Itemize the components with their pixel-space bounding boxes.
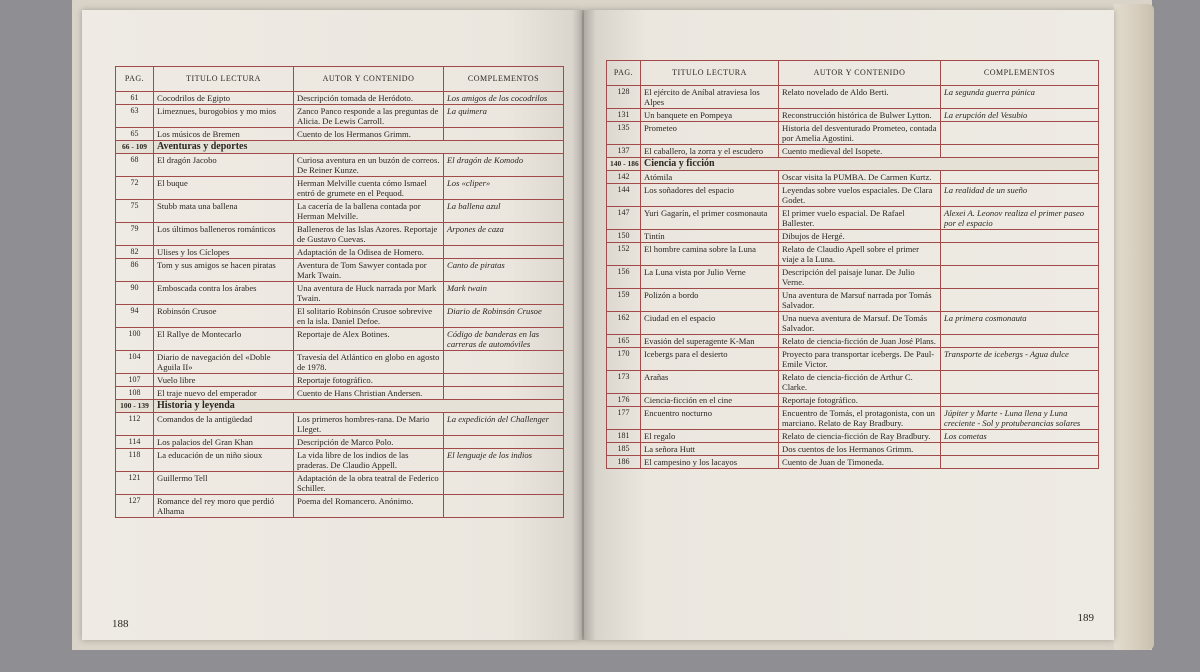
author-cell: Una nueva aventura de Marsuf. De Tomás Salvador. [779, 312, 941, 335]
title-cell: Emboscada contra los árabes [154, 282, 294, 305]
page-cell: 114 [116, 436, 154, 449]
title-cell: Comandos de la antigüedad [154, 413, 294, 436]
author-cell: Reportaje de Alex Botines. [294, 328, 444, 351]
complement-cell: Los cometas [941, 430, 1099, 443]
table-row [116, 246, 564, 259]
page-cell: 131 [607, 109, 641, 122]
title-cell: Evasión del superagente K-Man [641, 335, 779, 348]
book-spine [572, 10, 596, 640]
table-row [116, 374, 564, 387]
author-cell: Los primeros hombres-rana. De Mario Lleget. [294, 413, 444, 436]
complement-cell [444, 436, 564, 449]
title-cell: Limeznues, burogobios y mo mios [154, 105, 294, 128]
page-cell: 137 [607, 145, 641, 158]
author-cell: Cuento medieval del Isopete. [779, 145, 941, 158]
page-cell: 173 [607, 371, 641, 394]
author-cell: Herman Melville cuenta cómo Ismael entró de grumete en el Pequod. [294, 177, 444, 200]
table-row [116, 105, 564, 128]
left-page [82, 10, 582, 640]
complement-cell: La primera cosmonauta [941, 312, 1099, 335]
title-cell: Ciencia-ficción en el cine [641, 394, 779, 407]
title-cell: El ejército de Aníbal atraviesa los Alpes [641, 86, 779, 109]
table-row [116, 436, 564, 449]
header-titulo: TITULO LECTURA [641, 61, 779, 86]
page-cell: 159 [607, 289, 641, 312]
complement-cell [444, 374, 564, 387]
author-cell: Relato de ciencia-ficción de Juan José Plans. [779, 335, 941, 348]
page-cell: 104 [116, 351, 154, 374]
title-cell: Tom y sus amigos se hacen piratas [154, 259, 294, 282]
table-row [116, 449, 564, 472]
table-row [607, 122, 1099, 145]
author-cell: Balleneros de las Islas Azores. Reportaje de Gustavo Cuevas. [294, 223, 444, 246]
section-title: Historia y leyenda [154, 400, 564, 413]
page-cell: 162 [607, 312, 641, 335]
complement-cell: La segunda guerra púnica [941, 86, 1099, 109]
title-cell: Cocodrilos de Egipto [154, 92, 294, 105]
section-range: 66 - 109 [116, 141, 154, 154]
table-row [116, 128, 564, 141]
title-cell: El buque [154, 177, 294, 200]
complement-cell: Alexei A. Leonov realiza el primer paseo por el espacio [941, 207, 1099, 230]
table-row [607, 171, 1099, 184]
author-cell: Travesía del Atlántico en globo en agosto de 1978. [294, 351, 444, 374]
table-row [607, 430, 1099, 443]
title-cell: Diario de navegación del «Doble Aguila II» [154, 351, 294, 374]
author-cell: Relato de ciencia-ficción de Arthur C. Clarke. [779, 371, 941, 394]
author-cell: Reportaje fotográfico. [779, 394, 941, 407]
complement-cell: Los amigos de los cocodrilos [444, 92, 564, 105]
complement-cell [444, 495, 564, 518]
page-edges [1114, 4, 1154, 650]
section-row [116, 141, 564, 154]
page-cell: 176 [607, 394, 641, 407]
page-cell: 156 [607, 266, 641, 289]
author-cell: Proyecto para transportar icebergs. De Paul-Emile Victor. [779, 348, 941, 371]
header-titulo: TITULO LECTURA [154, 67, 294, 92]
page-number-left: 188 [112, 618, 129, 630]
complement-cell [941, 266, 1099, 289]
complement-cell: El lenguaje de los indios [444, 449, 564, 472]
complement-cell: Júpiter y Marte - Luna llena y Luna creciente - Sol y protuberancias solares [941, 407, 1099, 430]
page-cell: 90 [116, 282, 154, 305]
title-cell: El hombre camina sobre la Luna [641, 243, 779, 266]
author-cell: Descripción del paisaje lunar. De Julio Verne. [779, 266, 941, 289]
table-row [607, 407, 1099, 430]
table-row [116, 495, 564, 518]
page-cell: 165 [607, 335, 641, 348]
page-cell: 75 [116, 200, 154, 223]
table-row [607, 145, 1099, 158]
page-cell: 65 [116, 128, 154, 141]
complement-cell: Mark twain [444, 282, 564, 305]
author-cell: Descripción tomada de Heródoto. [294, 92, 444, 105]
complement-cell: La expedición del Challenger [444, 413, 564, 436]
author-cell: La cacería de la ballena contada por Herman Melville. [294, 200, 444, 223]
right-index-table [606, 60, 1099, 469]
page-cell: 152 [607, 243, 641, 266]
right-page [584, 10, 1114, 640]
author-cell: Cuento de Hans Christian Andersen. [294, 387, 444, 400]
header-pag: PAG. [607, 61, 641, 86]
complement-cell [941, 289, 1099, 312]
author-cell: Leyendas sobre vuelos espaciales. De Clara Godet. [779, 184, 941, 207]
table-row [116, 177, 564, 200]
table-row [116, 413, 564, 436]
table-row [116, 154, 564, 177]
complement-cell [444, 351, 564, 374]
page-cell: 170 [607, 348, 641, 371]
title-cell: Polizón a bordo [641, 289, 779, 312]
complement-cell [941, 335, 1099, 348]
title-cell: El regalo [641, 430, 779, 443]
author-cell: Reportaje fotográfico. [294, 374, 444, 387]
complement-cell: Transporte de icebergs - Agua dulce [941, 348, 1099, 371]
page-cell: 150 [607, 230, 641, 243]
open-book [72, 0, 1152, 650]
author-cell: Una aventura de Marsuf narrada por Tomás Salvador. [779, 289, 941, 312]
table-row [607, 109, 1099, 122]
complement-cell [941, 243, 1099, 266]
page-cell: 94 [116, 305, 154, 328]
header-complementos: COMPLEMENTOS [444, 67, 564, 92]
table-row [607, 230, 1099, 243]
complement-cell [941, 122, 1099, 145]
title-cell: Los músicos de Bremen [154, 128, 294, 141]
title-cell: Atómila [641, 171, 779, 184]
section-title: Aventuras y deportes [154, 141, 564, 154]
author-cell: La vida libre de los indios de las praderas. De Claudio Appell. [294, 449, 444, 472]
table-row [116, 328, 564, 351]
title-cell: Tintín [641, 230, 779, 243]
table-row [607, 456, 1099, 469]
complement-cell [444, 246, 564, 259]
page-cell: 118 [116, 449, 154, 472]
author-cell: Dos cuentos de los Hermanos Grimm. [779, 443, 941, 456]
title-cell: El caballero, la zorra y el escudero [641, 145, 779, 158]
table-row [116, 223, 564, 246]
section-range: 100 - 139 [116, 400, 154, 413]
title-cell: Yuri Gagarín, el primer cosmonauta [641, 207, 779, 230]
author-cell: Poema del Romancero. Anónimo. [294, 495, 444, 518]
complement-cell: La ballena azul [444, 200, 564, 223]
table-row [607, 289, 1099, 312]
section-row [116, 400, 564, 413]
author-cell: Cuento de Juan de Timoneda. [779, 456, 941, 469]
complement-cell: Canto de piratas [444, 259, 564, 282]
page-cell: 63 [116, 105, 154, 128]
author-cell: Adaptación de la Odisea de Homero. [294, 246, 444, 259]
header-autor: AUTOR Y CONTENIDO [779, 61, 941, 86]
table-row [116, 259, 564, 282]
table-row [607, 266, 1099, 289]
section-row [607, 158, 1099, 171]
page-cell: 121 [116, 472, 154, 495]
table-header [607, 61, 1099, 86]
complement-cell [941, 456, 1099, 469]
page-cell: 61 [116, 92, 154, 105]
page-cell: 100 [116, 328, 154, 351]
page-number-right: 189 [1077, 612, 1094, 624]
author-cell: Curiosa aventura en un buzón de correos. De Reiner Kunze. [294, 154, 444, 177]
header-complementos: COMPLEMENTOS [941, 61, 1099, 86]
table-row [607, 394, 1099, 407]
section-title: Ciencia y ficción [641, 158, 1099, 171]
author-cell: Adaptación de la obra teatral de Federico Schiller. [294, 472, 444, 495]
title-cell: Arañas [641, 371, 779, 394]
author-cell: Historia del desventurado Prometeo, contada por Amelia Agostini. [779, 122, 941, 145]
page-cell: 144 [607, 184, 641, 207]
page-cell: 127 [116, 495, 154, 518]
complement-cell [941, 145, 1099, 158]
title-cell: Guillermo Tell [154, 472, 294, 495]
table-row [607, 348, 1099, 371]
author-cell: Relato de Claudio Apell sobre el primer viaje a la Luna. [779, 243, 941, 266]
page-cell: 82 [116, 246, 154, 259]
header-autor: AUTOR Y CONTENIDO [294, 67, 444, 92]
title-cell: Romance del rey moro que perdió Alhama [154, 495, 294, 518]
page-cell: 177 [607, 407, 641, 430]
title-cell: Vuelo libre [154, 374, 294, 387]
page-cell: 185 [607, 443, 641, 456]
page-cell: 68 [116, 154, 154, 177]
author-cell: El primer vuelo espacial. De Rafael Ballester. [779, 207, 941, 230]
title-cell: Los palacios del Gran Khan [154, 436, 294, 449]
page-cell: 135 [607, 122, 641, 145]
complement-cell [941, 230, 1099, 243]
title-cell: Ulises y los Cíclopes [154, 246, 294, 259]
title-cell: Prometeo [641, 122, 779, 145]
page-cell: 112 [116, 413, 154, 436]
table-row [116, 200, 564, 223]
complement-cell [444, 387, 564, 400]
author-cell: Zanco Panco responde a las preguntas de Alicia. De Lewis Carroll. [294, 105, 444, 128]
complement-cell: La realidad de un sueño [941, 184, 1099, 207]
complement-cell: Diario de Robinsón Crusoe [444, 305, 564, 328]
page-cell: 128 [607, 86, 641, 109]
page-cell: 107 [116, 374, 154, 387]
title-cell: El Rallye de Montecarlo [154, 328, 294, 351]
title-cell: Ciudad en el espacio [641, 312, 779, 335]
table-header [116, 67, 564, 92]
author-cell: El solitario Robinsón Crusoe sobrevive en la isla. Daniel Defoe. [294, 305, 444, 328]
header-pag: PAG. [116, 67, 154, 92]
title-cell: Encuentro nocturno [641, 407, 779, 430]
page-cell: 72 [116, 177, 154, 200]
complement-cell: El dragón de Komodo [444, 154, 564, 177]
complement-cell [444, 128, 564, 141]
author-cell: Encuentro de Tomás, el protagonista, con un marciano. Relato de Ray Bradbury. [779, 407, 941, 430]
title-cell: La señora Hutt [641, 443, 779, 456]
title-cell: El dragón Jacobo [154, 154, 294, 177]
complement-cell [941, 171, 1099, 184]
complement-cell [941, 394, 1099, 407]
page-cell: 142 [607, 171, 641, 184]
author-cell: Oscar visita la PUMBA. De Carmen Kurtz. [779, 171, 941, 184]
complement-cell: La erupción del Vesubio [941, 109, 1099, 122]
complement-cell [941, 443, 1099, 456]
table-row [607, 207, 1099, 230]
page-cell: 79 [116, 223, 154, 246]
title-cell: Stubb mata una ballena [154, 200, 294, 223]
table-row [607, 335, 1099, 348]
table-row [116, 282, 564, 305]
author-cell: Relato novelado de Aldo Berti. [779, 86, 941, 109]
table-row [116, 387, 564, 400]
complement-cell [444, 472, 564, 495]
author-cell: Aventura de Tom Sawyer contada por Mark Twain. [294, 259, 444, 282]
author-cell: Relato de ciencia-ficción de Ray Bradbury. [779, 430, 941, 443]
left-index-table [115, 66, 564, 518]
table-row [607, 243, 1099, 266]
title-cell: La Luna vista por Julio Verne [641, 266, 779, 289]
page-cell: 108 [116, 387, 154, 400]
title-cell: El traje nuevo del emperador [154, 387, 294, 400]
author-cell: Dibujos de Hergé. [779, 230, 941, 243]
table-row [607, 371, 1099, 394]
title-cell: La educación de un niño sioux [154, 449, 294, 472]
complement-cell [941, 371, 1099, 394]
title-cell: Los soñadores del espacio [641, 184, 779, 207]
page-cell: 147 [607, 207, 641, 230]
table-row [607, 443, 1099, 456]
table-row [116, 305, 564, 328]
table-row [116, 92, 564, 105]
complement-cell: La quimera [444, 105, 564, 128]
table-row [607, 312, 1099, 335]
author-cell: Descripción de Marco Polo. [294, 436, 444, 449]
author-cell: Reconstrucción histórica de Bulwer Lytton. [779, 109, 941, 122]
page-cell: 86 [116, 259, 154, 282]
complement-cell: Código de banderas en las carreras de automóviles [444, 328, 564, 351]
page-cell: 181 [607, 430, 641, 443]
title-cell: El campesino y los lacayos [641, 456, 779, 469]
table-row [116, 351, 564, 374]
complement-cell: Arpones de caza [444, 223, 564, 246]
title-cell: Robinsón Crusoe [154, 305, 294, 328]
table-row [607, 184, 1099, 207]
title-cell: Los últimos balleneros románticos [154, 223, 294, 246]
author-cell: Cuento de los Hermanos Grimm. [294, 128, 444, 141]
page-cell: 186 [607, 456, 641, 469]
title-cell: Un banquete en Pompeya [641, 109, 779, 122]
section-range: 140 - 186 [607, 158, 641, 171]
author-cell: Una aventura de Huck narrada por Mark Twain. [294, 282, 444, 305]
complement-cell: Los «cliper» [444, 177, 564, 200]
table-row [116, 472, 564, 495]
table-row [607, 86, 1099, 109]
title-cell: Icebergs para el desierto [641, 348, 779, 371]
